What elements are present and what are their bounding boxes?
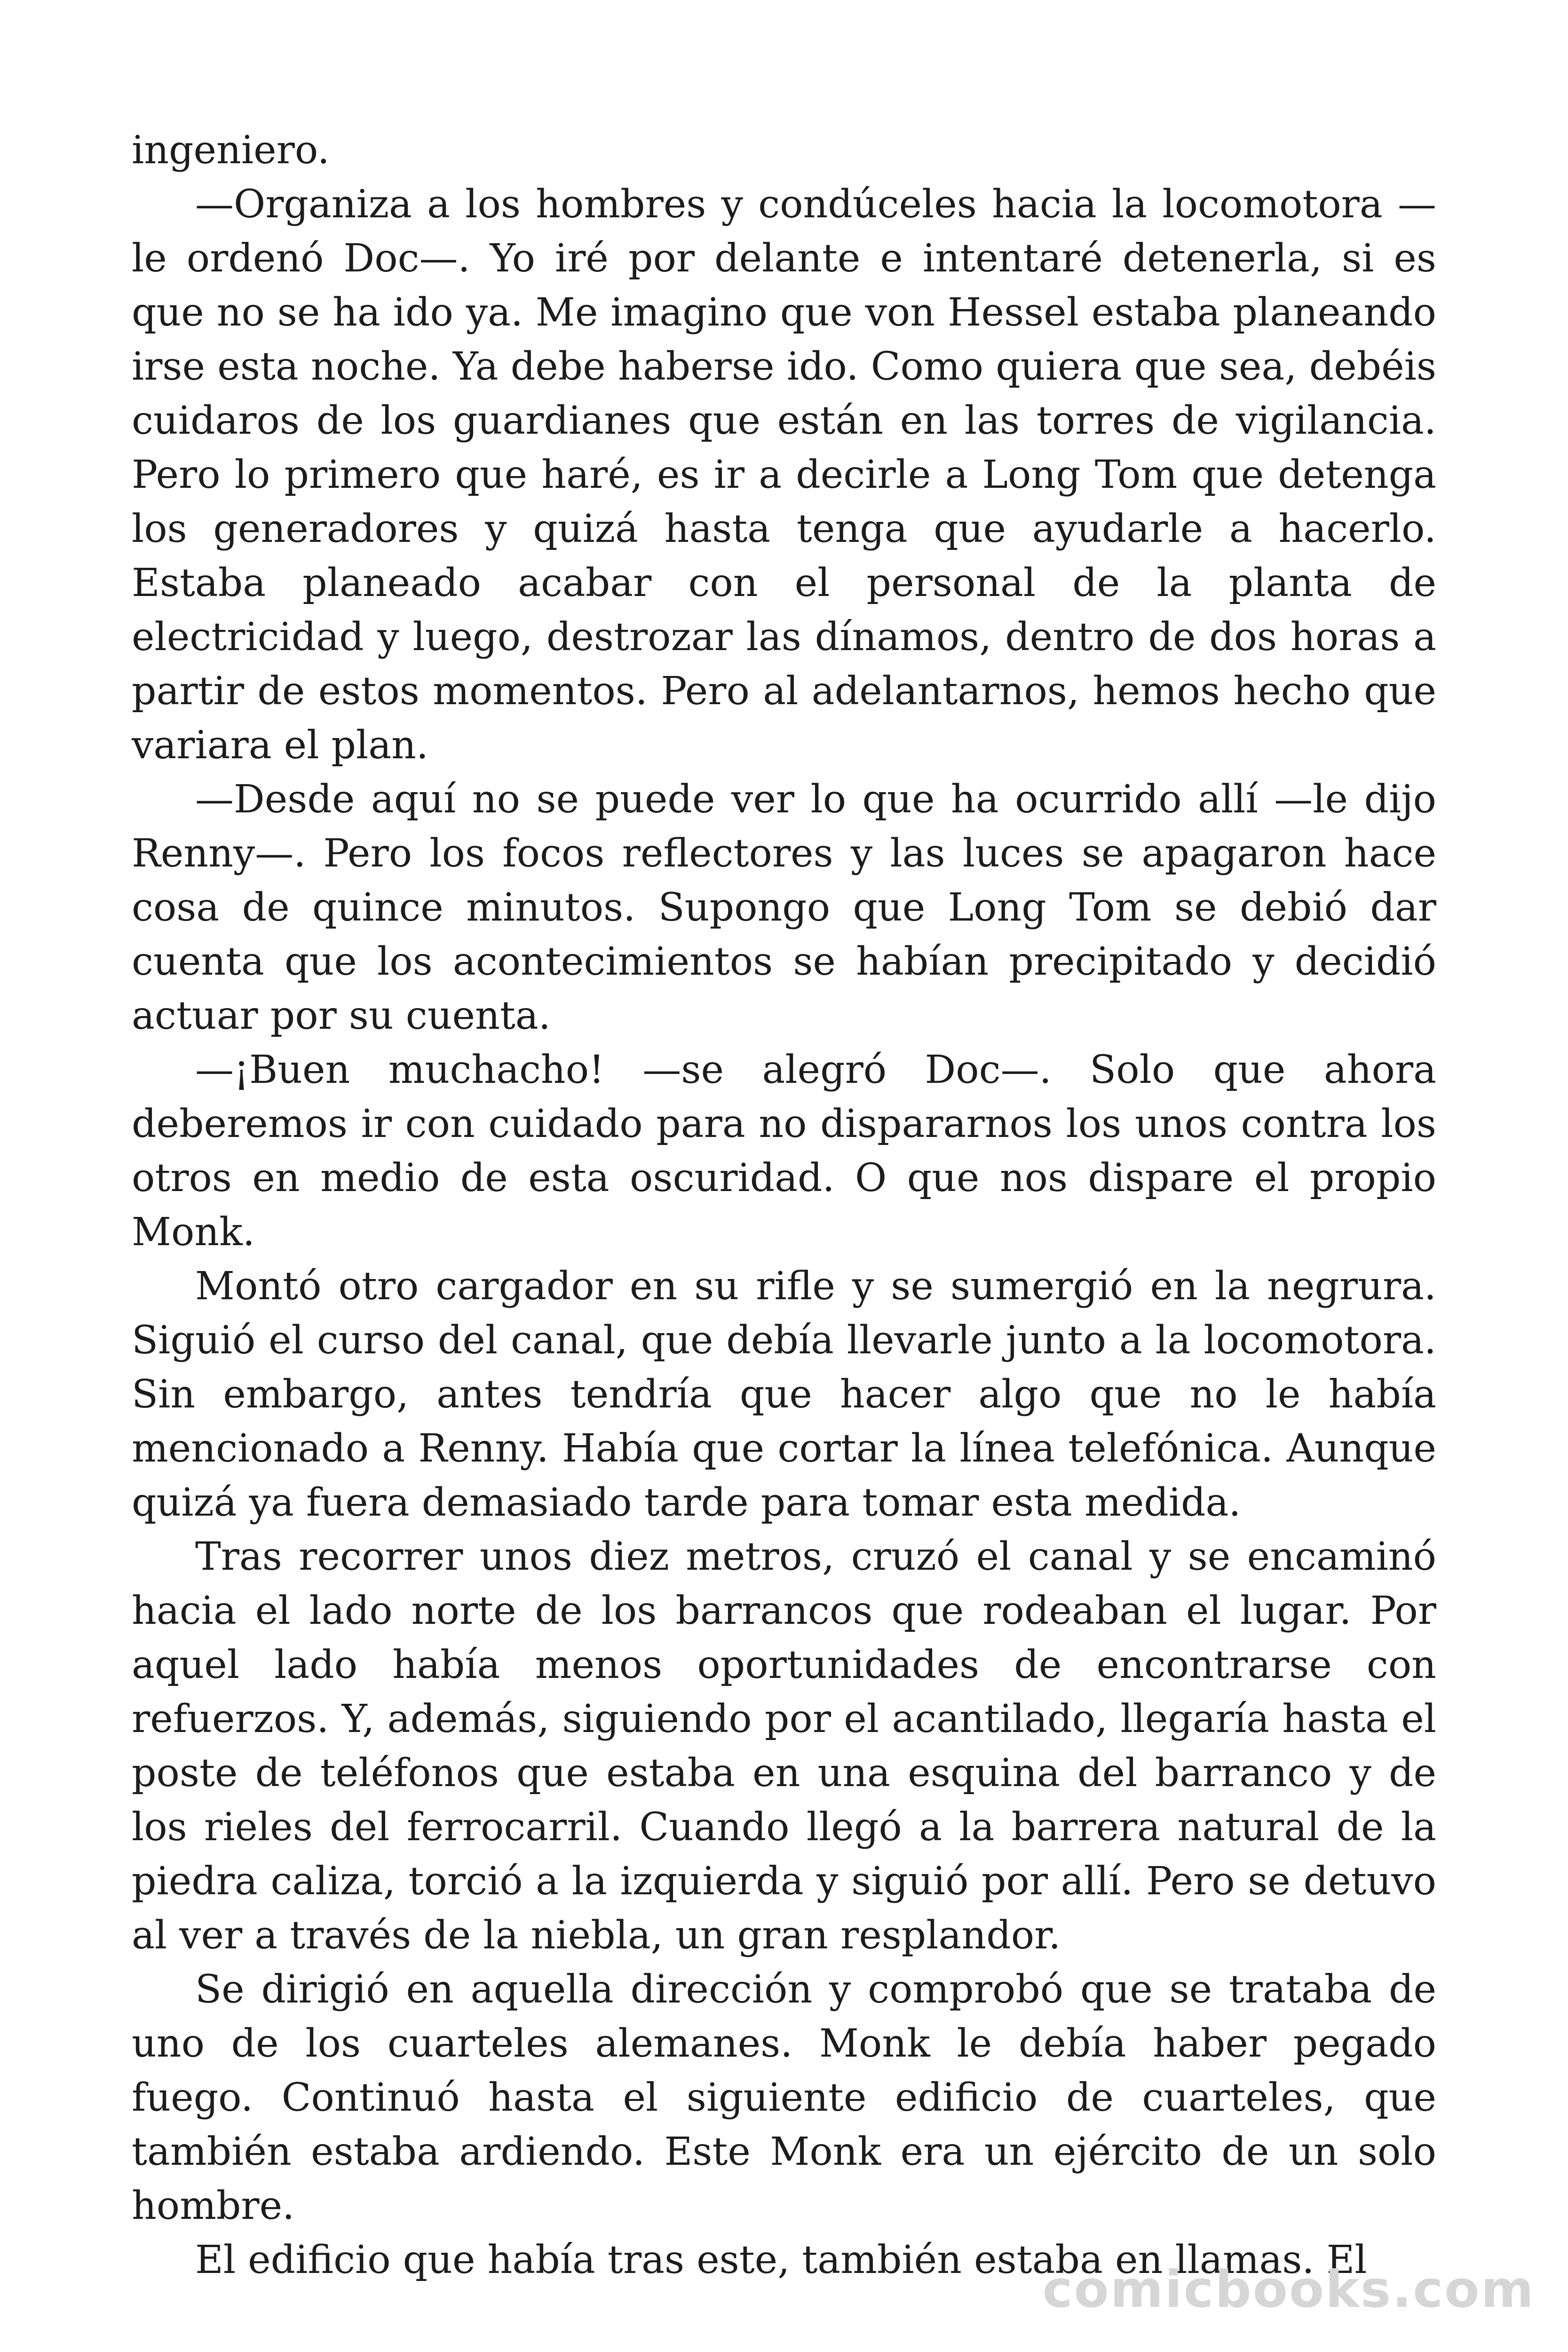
paragraph: —Organiza a los hombres y condúceles hacia la locomotora —le ordenó Doc—. Yo iré por delante e intentaré detenerla, si es que no se ha ido ya. Me imagino que von Hessel estaba planeando irse esta noche. Ya debe haberse ido. Como quiera que sea, debéis cuidaros de los guardianes que están en las torres de vigilancia. Pero lo primero que haré, es ir a decirle a Long Tom que detenga los generadores y quizá hasta tenga que ayudarle a hacerlo. Estaba planeado acabar con el personal de la planta de electricidad y luego, destrozar las dínamos, dentro de dos horas a partir de estos momentos. Pero al adelantarnos, hemos hecho que variara el plan. [132, 182, 1436, 768]
paragraph: Montó otro cargador en su rifle y se sumergió en la negrura. Siguió el curso del canal, que debía llevarle junto a la locomotora. Sin embargo, antes tendría que hacer algo que no le había mencionado a Renny. Había que cortar la línea telefónica. Aunque quizá ya fuera demasiado tarde para tomar esta medida. [132, 1264, 1436, 1525]
page-body [132, 123, 1436, 2287]
paragraph: ingeniero. [132, 128, 330, 173]
watermark: comicbooks.com [1042, 2260, 1535, 2319]
paragraph: Tras recorrer unos diez metros, cruzó el canal y se encaminó hacia el lado norte de los barrancos que rodeaban el lugar. Por aquel lado había menos oportunidades de encontrarse con refuerzos. Y, además, siguiendo por el acantilado, llegaría hasta el poste de teléfonos que estaba en una esquina del barranco y de los rieles del ferrocarril. Cuando llegó a la barrera natural de la piedra caliza, torció a la izquierda y siguió por allí. Pero se detuvo al ver a través de la niebla, un gran resplandor. [132, 1534, 1436, 1958]
paragraph: —Desde aquí no se puede ver lo que ha ocurrido allí —le dijo Renny—. Pero los focos reflectores y las luces se apagaron hace cosa de quince minutos. Supongo que Long Tom se debió dar cuenta que los acontecimientos se habían precipitado y decidió actuar por su cuenta. [132, 777, 1436, 1038]
paragraph: —¡Buen muchacho! —se alegró Doc—. Solo que ahora deberemos ir con cuidado para no dispararnos los unos contra los otros en medio de esta oscuridad. O que nos dispare el propio Monk. [132, 1048, 1436, 1255]
paragraph: El edificio que había tras este, también estaba en llamas. El [195, 2238, 1367, 2282]
paragraph: Se dirigió en aquella dirección y comprobó que se trataba de uno de los cuarteles alemanes. Monk le debía haber pegado fuego. Continuó hasta el siguiente edificio de cuarteles, que también estaba ardiendo. Este Monk era un ejército de un solo hombre. [132, 1967, 1436, 2228]
